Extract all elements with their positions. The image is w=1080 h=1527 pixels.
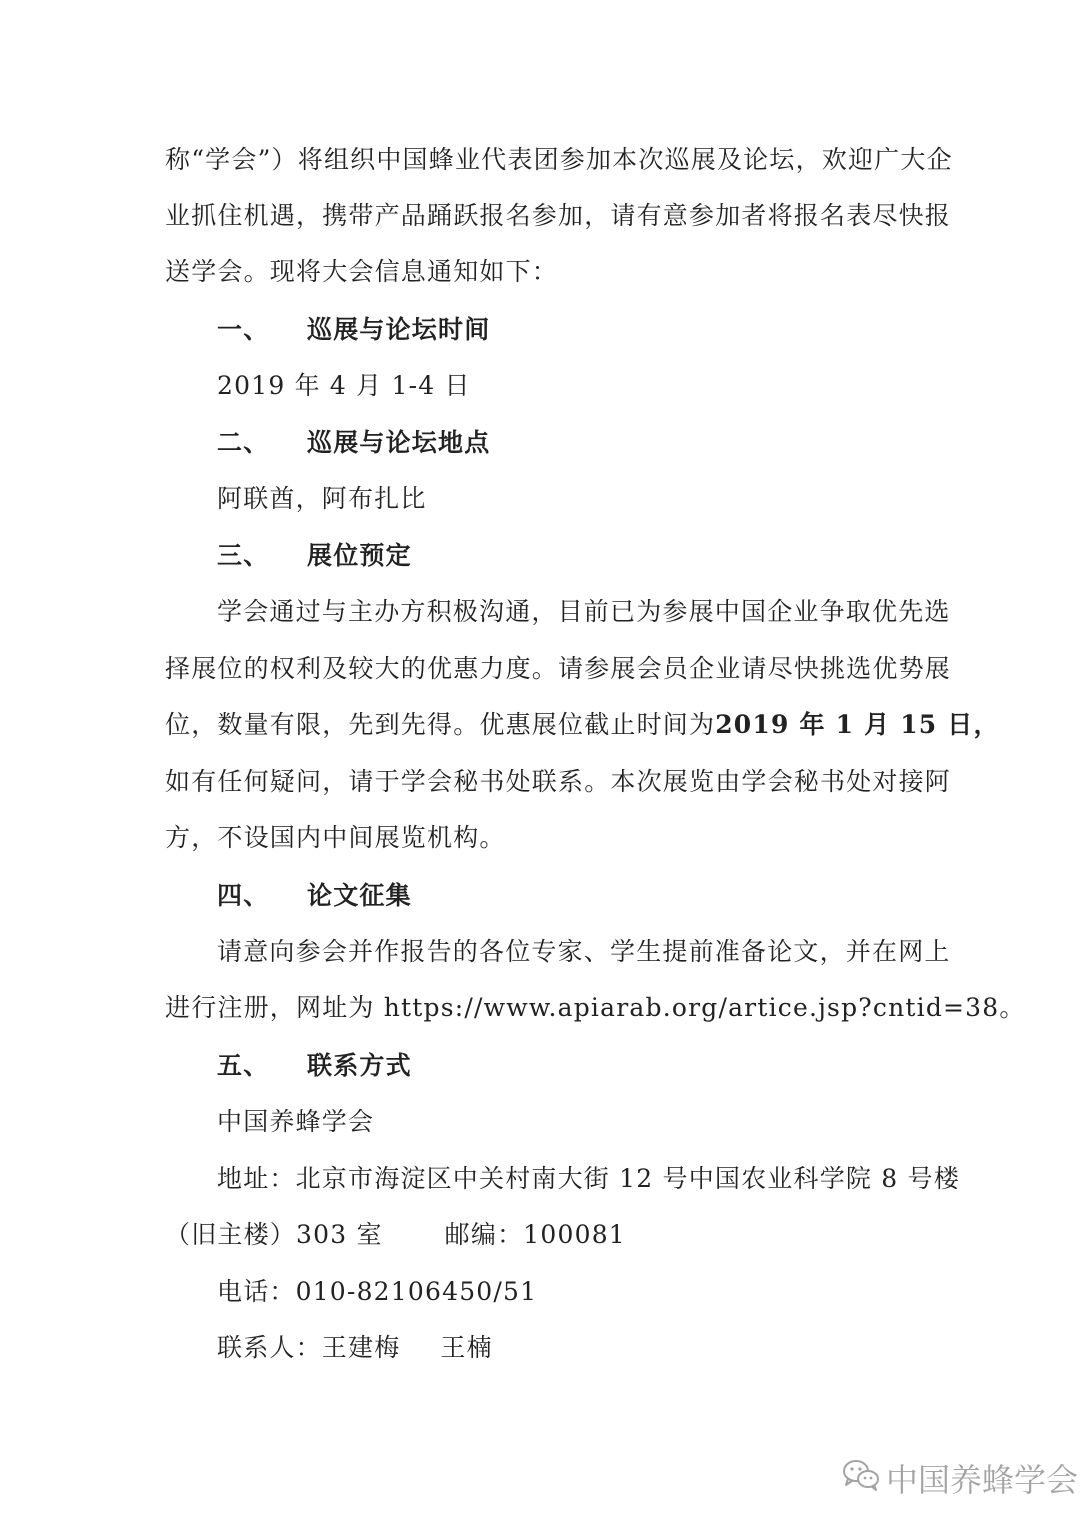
wechat-icon [842,1458,880,1501]
section-heading-contact [217,1048,412,1084]
intro-line-3: 送学会。现将大会信息通知如下： [165,257,559,286]
section-number: 四、 [217,881,270,910]
papers-line-2: 进行注册，网址为 https://www.apiarab.org/artice.jsp?cntid=38。 [165,993,1026,1022]
section-number: 三、 [217,541,270,570]
booth-line-1: 学会通过与主办方积极沟通，目前已为参展中国企业争取优先选 [217,597,951,626]
contact-address-line-1: 地址：北京市海淀区中关村南大街 12 号中国农业科学院 8 号楼 [217,1164,960,1193]
section-title: 论文征集 [307,881,412,910]
address-room: （旧主楼）303 室 [165,1220,383,1249]
section-title: 联系方式 [307,1051,412,1080]
booth-deadline: 2019 年 1 月 15 日， [715,710,1000,739]
contact-address-line-2 [165,1217,626,1253]
section-title: 展位预定 [307,541,412,570]
contact-person-2: 王楠 [440,1333,493,1362]
wechat-watermark [842,1458,1078,1501]
booth-line-5: 方，不设国内中间展览机构。 [165,823,506,852]
section-heading-papers [217,878,412,914]
papers-line-1: 请意向参会并作报告的各位专家、学生提前准备论文，并在网上 [217,937,951,966]
section-heading-time [217,312,490,348]
section-number: 一、 [217,315,270,344]
intro-line-2: 业抓住机遇，携带产品踊跃报名参加，请有意参加者将报名表尽快报 [165,201,952,230]
intro-line-1: 称“学会”）将组织中国蜂业代表团参加本次巡展及论坛，欢迎广大企 [165,145,953,174]
section-heading-booth [217,538,412,574]
booth-line-2: 择展位的权利及较大的优惠力度。请参展会员企业请尽快挑选优势展 [165,654,952,683]
postcode: 邮编：100081 [444,1220,626,1249]
booth-line-4: 如有任何疑问，请于学会秘书处联系。本次展览由学会秘书处对接阿 [165,767,952,796]
contact-phone: 电话：010-82106450/51 [217,1277,538,1306]
section-heading-place [217,425,490,461]
contact-person-1: 联系人：王建梅 [217,1333,401,1362]
contact-person [217,1330,493,1366]
watermark-text: 中国养蜂学会 [886,1460,1079,1499]
booth-line-3-text: 位，数量有限，先到先得。优惠展位截止时间为 [165,710,716,739]
section-title: 巡展与论坛地点 [307,428,491,457]
booth-line-3 [165,707,1000,743]
section-body-time: 2019 年 4 月 1-4 日 [217,371,471,400]
section-title: 巡展与论坛时间 [307,315,491,344]
section-body-place: 阿联酋，阿布扎比 [217,484,427,513]
section-number: 二、 [217,428,270,457]
contact-org: 中国养蜂学会 [217,1107,375,1136]
section-number: 五、 [217,1051,270,1080]
